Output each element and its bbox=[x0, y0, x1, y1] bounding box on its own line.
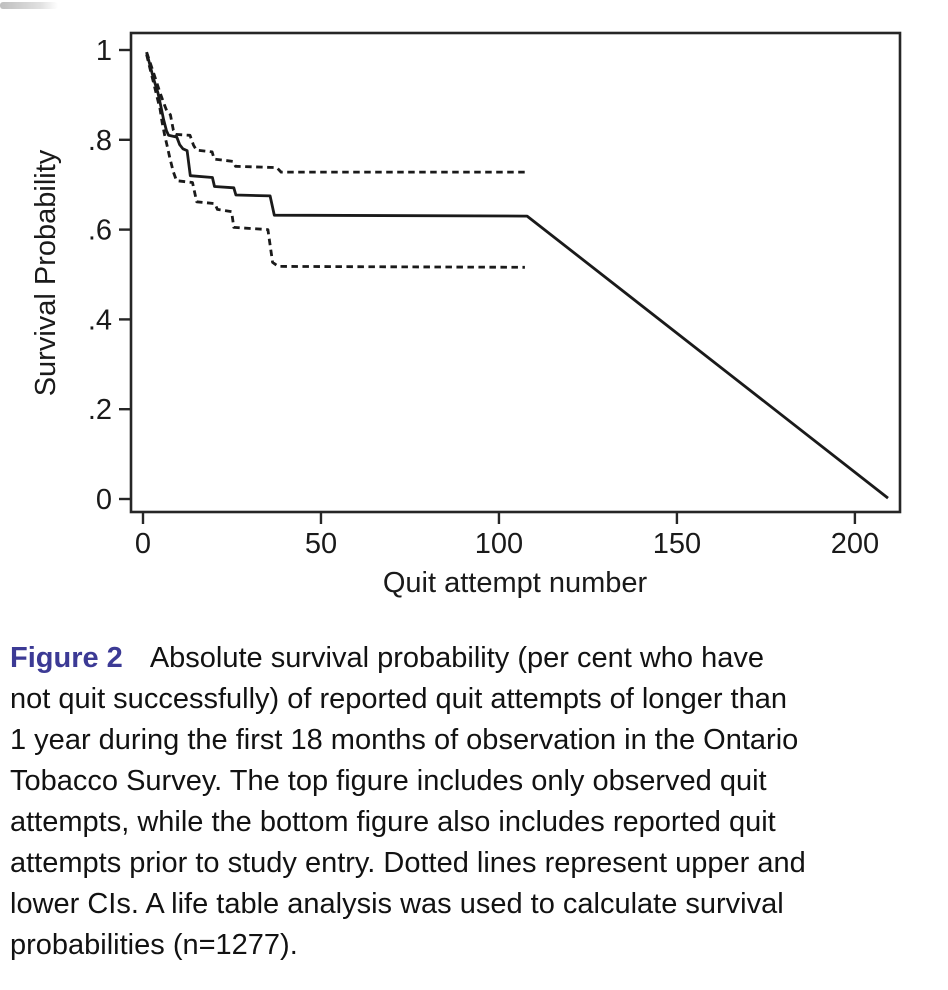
caption-line: probabilities (n=1277). bbox=[10, 929, 298, 961]
upper-ci-curve bbox=[147, 52, 526, 172]
y-tick-label: .2 bbox=[87, 394, 112, 427]
lower-ci-curve bbox=[147, 55, 525, 268]
caption-line: Tobacco Survey. The top figure includes only observed quit bbox=[10, 765, 767, 797]
y-tick-label: 1 bbox=[95, 35, 112, 67]
x-axis-title: Quit attempt number bbox=[382, 567, 648, 599]
x-tick-label: 150 bbox=[652, 528, 702, 560]
caption-line: not quit successfully) of reported quit attempts of longer than bbox=[10, 683, 787, 715]
caption-line: attempts, while the bottom figure also includes reported quit bbox=[10, 806, 776, 838]
caption-line: attempts prior to study entry. Dotted lines represent upper and bbox=[10, 847, 806, 879]
figure-caption bbox=[10, 638, 940, 966]
survival-curve bbox=[147, 52, 888, 498]
plot-frame bbox=[131, 33, 900, 512]
caption-text: Absolute survival probability (per cent who have bbox=[149, 642, 764, 674]
figure-label: Figure 2 bbox=[10, 642, 123, 674]
y-axis-title: Survival Probability bbox=[30, 149, 62, 397]
y-tick-label: .8 bbox=[87, 124, 112, 157]
x-tick-label: 200 bbox=[830, 528, 880, 560]
y-tick-label: .6 bbox=[87, 214, 112, 247]
y-tick-label: 0 bbox=[95, 484, 112, 516]
y-tick-label: .4 bbox=[87, 304, 112, 337]
x-tick-label: 0 bbox=[134, 528, 152, 560]
x-tick-label: 100 bbox=[474, 528, 524, 560]
caption-line: lower CIs. A life table analysis was used to calculate survival bbox=[10, 888, 784, 920]
x-tick-label: 50 bbox=[304, 528, 338, 560]
caption-line bbox=[10, 638, 940, 679]
caption-line: 1 year during the first 18 months of observation in the Ontario bbox=[10, 724, 799, 756]
